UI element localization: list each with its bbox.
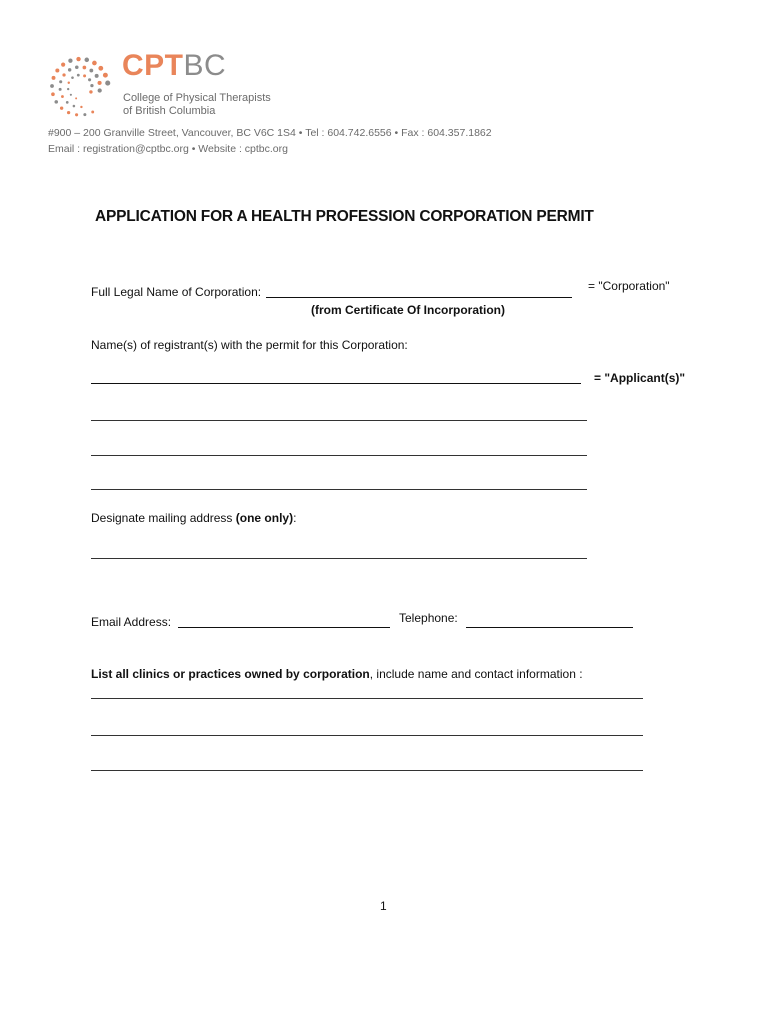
logo-dot xyxy=(62,73,65,76)
brand-primary: CPT xyxy=(122,49,184,82)
registrants-label: Name(s) of registrant(s) with the permit for this Corporation: xyxy=(91,338,408,352)
clinics-label: List all clinics or practices owned by corporation, include name and contact information : xyxy=(91,667,583,681)
mailing-address-label: Designate mailing address (one only): xyxy=(91,511,297,525)
dotted-spiral-logo-icon xyxy=(46,56,114,118)
logo-dot xyxy=(61,95,64,98)
logo-dot xyxy=(85,58,90,63)
telephone-field[interactable] xyxy=(466,627,633,628)
applicants-note: = "Applicant(s)" xyxy=(594,371,686,385)
logo-dot xyxy=(75,65,79,69)
logo-dot xyxy=(83,74,86,77)
logo-dot xyxy=(95,74,99,78)
logo-dot xyxy=(75,97,77,99)
address-line: #900 – 200 Granville Street, Vancouver, BC V6C 1S4 • Tel : 604.742.6556 • Fax : 604.357.1862 xyxy=(48,127,492,139)
email-field[interactable] xyxy=(178,627,390,628)
logo-dot xyxy=(105,81,110,86)
clinics-field-1[interactable] xyxy=(91,698,643,699)
logo-dot xyxy=(89,90,92,93)
logo-dot xyxy=(59,80,62,83)
registrant-field-4[interactable] xyxy=(91,489,587,490)
logo-dot xyxy=(98,66,103,71)
corporation-note: = "Corporation" xyxy=(588,279,670,293)
logo-dot xyxy=(88,78,91,81)
logo-dot xyxy=(68,59,72,63)
logo-dot xyxy=(75,113,78,116)
page-title: APPLICATION FOR A HEALTH PROFESSION CORPORATION PERMIT xyxy=(95,208,594,225)
registrant-field-3[interactable] xyxy=(91,455,587,456)
email-label: Email Address: xyxy=(91,615,172,629)
clinics-field-3[interactable] xyxy=(91,770,643,771)
logo-dot xyxy=(91,111,94,114)
logo-dot xyxy=(76,57,80,61)
brand-wordmark xyxy=(122,51,226,81)
logo-dot xyxy=(92,61,97,66)
logo-dot xyxy=(67,88,69,90)
logo-dot xyxy=(54,100,58,104)
page-number: 1 xyxy=(380,899,387,913)
logo-dot xyxy=(90,84,93,87)
legal-name-field[interactable] xyxy=(266,297,572,298)
logo-dot xyxy=(77,74,80,77)
logo-dot xyxy=(71,76,74,79)
registrant-field-2[interactable] xyxy=(91,420,587,421)
logo-dot xyxy=(51,92,55,96)
org-name-line2: of British Columbia xyxy=(123,105,216,117)
logo-dot xyxy=(50,84,54,88)
logo-dot xyxy=(60,106,63,109)
brand-secondary: BC xyxy=(183,49,227,82)
legal-name-label: Full Legal Name of Corporation: xyxy=(91,285,262,299)
logo-dot xyxy=(68,68,71,71)
logo-dot xyxy=(80,106,82,108)
telephone-label: Telephone: xyxy=(399,611,458,625)
logo-dot xyxy=(73,105,76,108)
logo-dot xyxy=(103,73,108,78)
logo-dot xyxy=(83,113,86,116)
logo-dot xyxy=(89,69,93,73)
clinics-field-2[interactable] xyxy=(91,735,643,736)
mailing-address-field[interactable] xyxy=(91,558,587,559)
logo-dot xyxy=(61,63,65,67)
logo-dot xyxy=(66,101,69,104)
org-name-line1: College of Physical Therapists xyxy=(123,92,271,104)
email-website-line: Email : registration@cptbc.org • Website : cptbc.org xyxy=(48,143,288,155)
logo-dot xyxy=(68,82,70,84)
logo-dot xyxy=(83,66,87,70)
logo-dot xyxy=(70,94,72,96)
logo-dot xyxy=(55,69,59,73)
logo-dot xyxy=(98,88,102,92)
registrant-field-1[interactable] xyxy=(91,383,581,384)
logo-dot xyxy=(98,81,102,85)
logo-dot xyxy=(52,76,56,80)
logo-dot xyxy=(59,88,62,91)
logo-dot xyxy=(67,111,70,114)
certificate-note: (from Certificate Of Incorporation) xyxy=(311,303,506,317)
